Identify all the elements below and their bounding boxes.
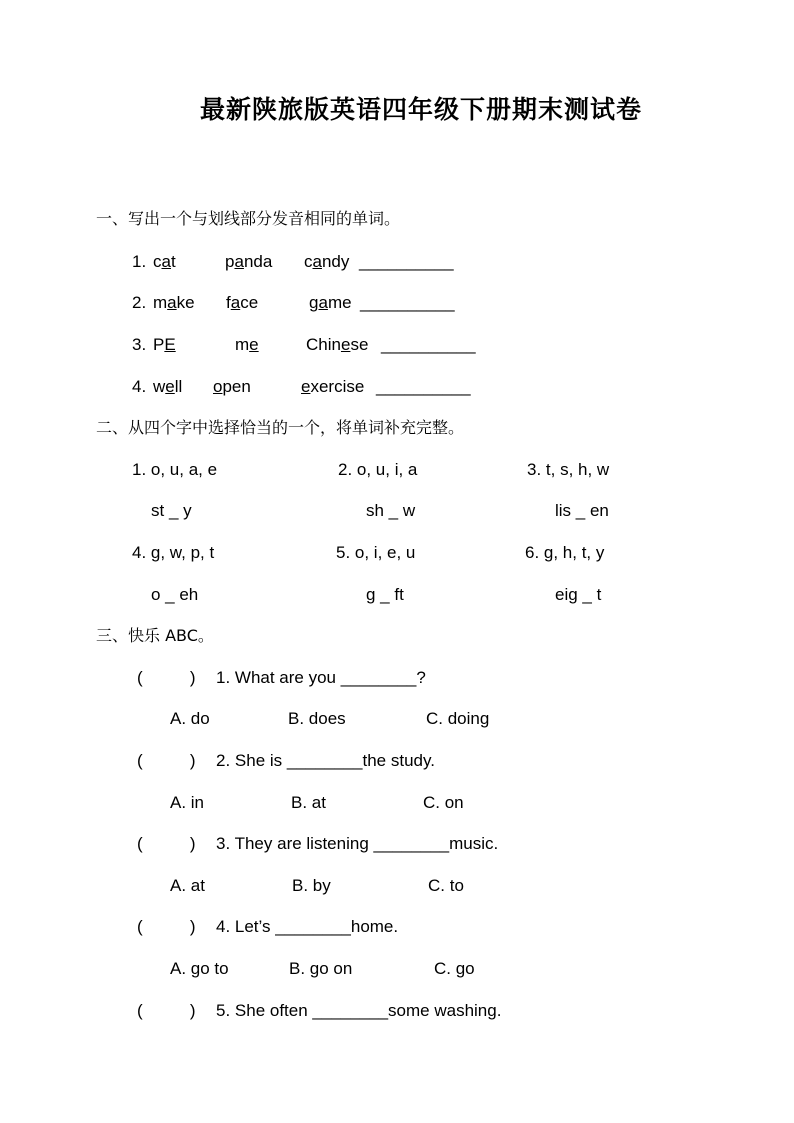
s2-option-6: 6. g, h, t, y <box>525 543 605 562</box>
s3-q3-option-a: A. at <box>170 876 205 895</box>
s1-row4-blank[interactable]: __________ <box>376 377 471 396</box>
s1-row2-blank[interactable]: __________ <box>360 293 455 312</box>
s2-option-2: 2. o, u, i, a <box>338 460 418 479</box>
s1-row3-blank[interactable]: __________ <box>381 335 476 354</box>
s3-q3-option-b: B. by <box>292 876 331 895</box>
s3-q2-option-b: B. at <box>291 793 326 812</box>
s3-q1-option-c: C. doing <box>426 709 490 728</box>
s1-row1-num: 1. <box>132 252 151 271</box>
s2-word-4[interactable]: o _ eh <box>151 585 199 604</box>
s1-row4-num: 4. <box>132 377 151 396</box>
section3-heading: 三、快乐 ABC。 <box>96 626 214 645</box>
s3-q3-option-c: C. to <box>428 876 464 895</box>
section1-heading: 一、写出一个与划线部分发音相同的单词。 <box>96 209 401 228</box>
s1-row3-num: 3. <box>132 335 151 354</box>
s3-q1-paren[interactable]: ( ) <box>137 668 196 687</box>
section2-heading: 二、从四个字中选择恰当的一个，将单词补充完整。 <box>96 418 465 437</box>
s2-option-5: 5. o, i, e, u <box>336 543 416 562</box>
s2-option-3: 3. t, s, h, w <box>527 460 610 479</box>
s1-row3-word1: PE <box>153 335 176 354</box>
s3-q2-text: 2. She is ________the study. <box>216 751 435 770</box>
s3-q5-paren[interactable]: ( ) <box>137 1001 196 1020</box>
s3-q5-text: 5. She often ________some washing. <box>216 1001 502 1020</box>
s2-word-3[interactable]: lis _ en <box>555 501 609 520</box>
s2-word-6[interactable]: eig _ t <box>555 585 602 604</box>
s1-row3-word3: Chinese <box>306 335 369 354</box>
s2-option-1: 1. o, u, a, e <box>132 460 218 479</box>
s3-q4-option-b: B. go on <box>289 959 353 978</box>
s3-q3-text: 3. They are listening ________music. <box>216 834 499 853</box>
s1-row1-word1: cat <box>153 252 176 271</box>
s1-row2-num: 2. <box>132 293 151 312</box>
s3-q3-paren[interactable]: ( ) <box>137 834 196 853</box>
s3-q4-text: 4. Let’s ________home. <box>216 917 399 936</box>
s3-q2-option-c: C. on <box>423 793 464 812</box>
s2-word-5[interactable]: g _ ft <box>366 585 404 604</box>
s3-q1-option-b: B. does <box>288 709 346 728</box>
s1-row2-word3: game <box>309 293 352 312</box>
s1-row1-word3: candy <box>304 252 350 271</box>
s1-row2-word2: face <box>226 293 259 312</box>
s3-q4-option-a: A. go to <box>170 959 229 978</box>
s3-q2-option-a: A. in <box>170 793 205 812</box>
s3-q4-option-c: C. go <box>434 959 475 978</box>
s1-row1-blank[interactable]: __________ <box>359 252 454 271</box>
s1-row4-word3: exercise <box>301 377 365 396</box>
s1-row4-word1: well <box>153 377 183 396</box>
page-title: 最新陕旅版英语四年级下册期末测试卷 <box>199 95 642 124</box>
s3-q2-paren[interactable]: ( ) <box>137 751 196 770</box>
s2-option-4: 4. g, w, p, t <box>132 543 215 562</box>
s2-word-1[interactable]: st _ y <box>151 501 192 520</box>
s3-q1-option-a: A. do <box>170 709 210 728</box>
s3-q1-text: 1. What are you ________? <box>216 668 426 687</box>
s1-row2-word1: make <box>153 293 195 312</box>
s1-row3-word2: me <box>235 335 259 354</box>
s1-row1-word2: panda <box>225 252 273 271</box>
s3-q4-paren[interactable]: ( ) <box>137 917 196 936</box>
s1-row4-word2: open <box>213 377 251 396</box>
s2-word-2[interactable]: sh _ w <box>366 501 416 520</box>
